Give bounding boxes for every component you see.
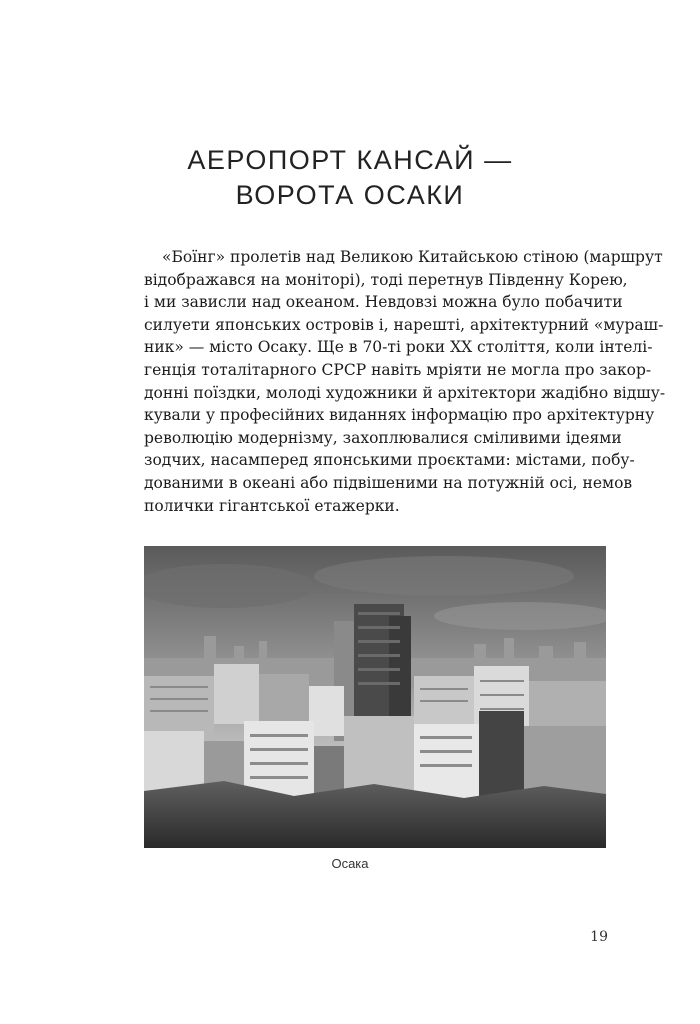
cloud — [434, 602, 606, 630]
page-title-line-2: ВОРОТА ОСАКИ — [235, 180, 465, 210]
cityscape-illustration — [144, 546, 606, 848]
paragraph-line: полички гігантської етажерки. — [144, 496, 400, 515]
paragraph-line: донні поїздки, молоді художники й архітектори жадібно відшу- — [144, 383, 666, 402]
cloud — [314, 556, 574, 596]
paragraph-line: і ми зависли над океаном. Невдовзі можна було побачити — [144, 293, 623, 312]
paragraph-line: революцію модернізму, захоплювалися сміливими ідеями — [144, 428, 622, 447]
paragraph-line: ник» — місто Осаку. Ще в 70-ті роки ХХ століття, коли інтелі- — [144, 338, 653, 357]
body-paragraph — [144, 246, 666, 517]
foreground-rooftops — [144, 781, 606, 848]
paragraph-line: кували у професійних виданнях інформацію про архітектурну — [144, 406, 655, 425]
paragraph-line: генція тоталітарного СРСР навіть мріяти не могла про закор- — [144, 360, 652, 379]
paragraph-line: відображався на моніторі), тоді перетнув Південну Корею, — [144, 270, 628, 289]
osaka-cityscape-photo — [144, 546, 606, 848]
paragraph-line: дованими в океані або підвішеними на потужній осі, немов — [144, 473, 633, 492]
page-title — [0, 143, 700, 213]
page-number: 19 — [590, 929, 608, 945]
page-title-line-1: АЕРОПОРТ КАНСАЙ — — [187, 145, 513, 175]
paragraph-line: зодчих, насамперед японськими проєктами: містами, побу- — [144, 451, 635, 470]
figure-caption: Осака — [331, 856, 369, 871]
paragraph-line: «Боїнг» пролетів над Великою Китайською стіною (маршрут — [162, 248, 663, 266]
paragraph-line: силуети японських островів і, нарешті, архітектурний «мураш- — [144, 315, 664, 334]
